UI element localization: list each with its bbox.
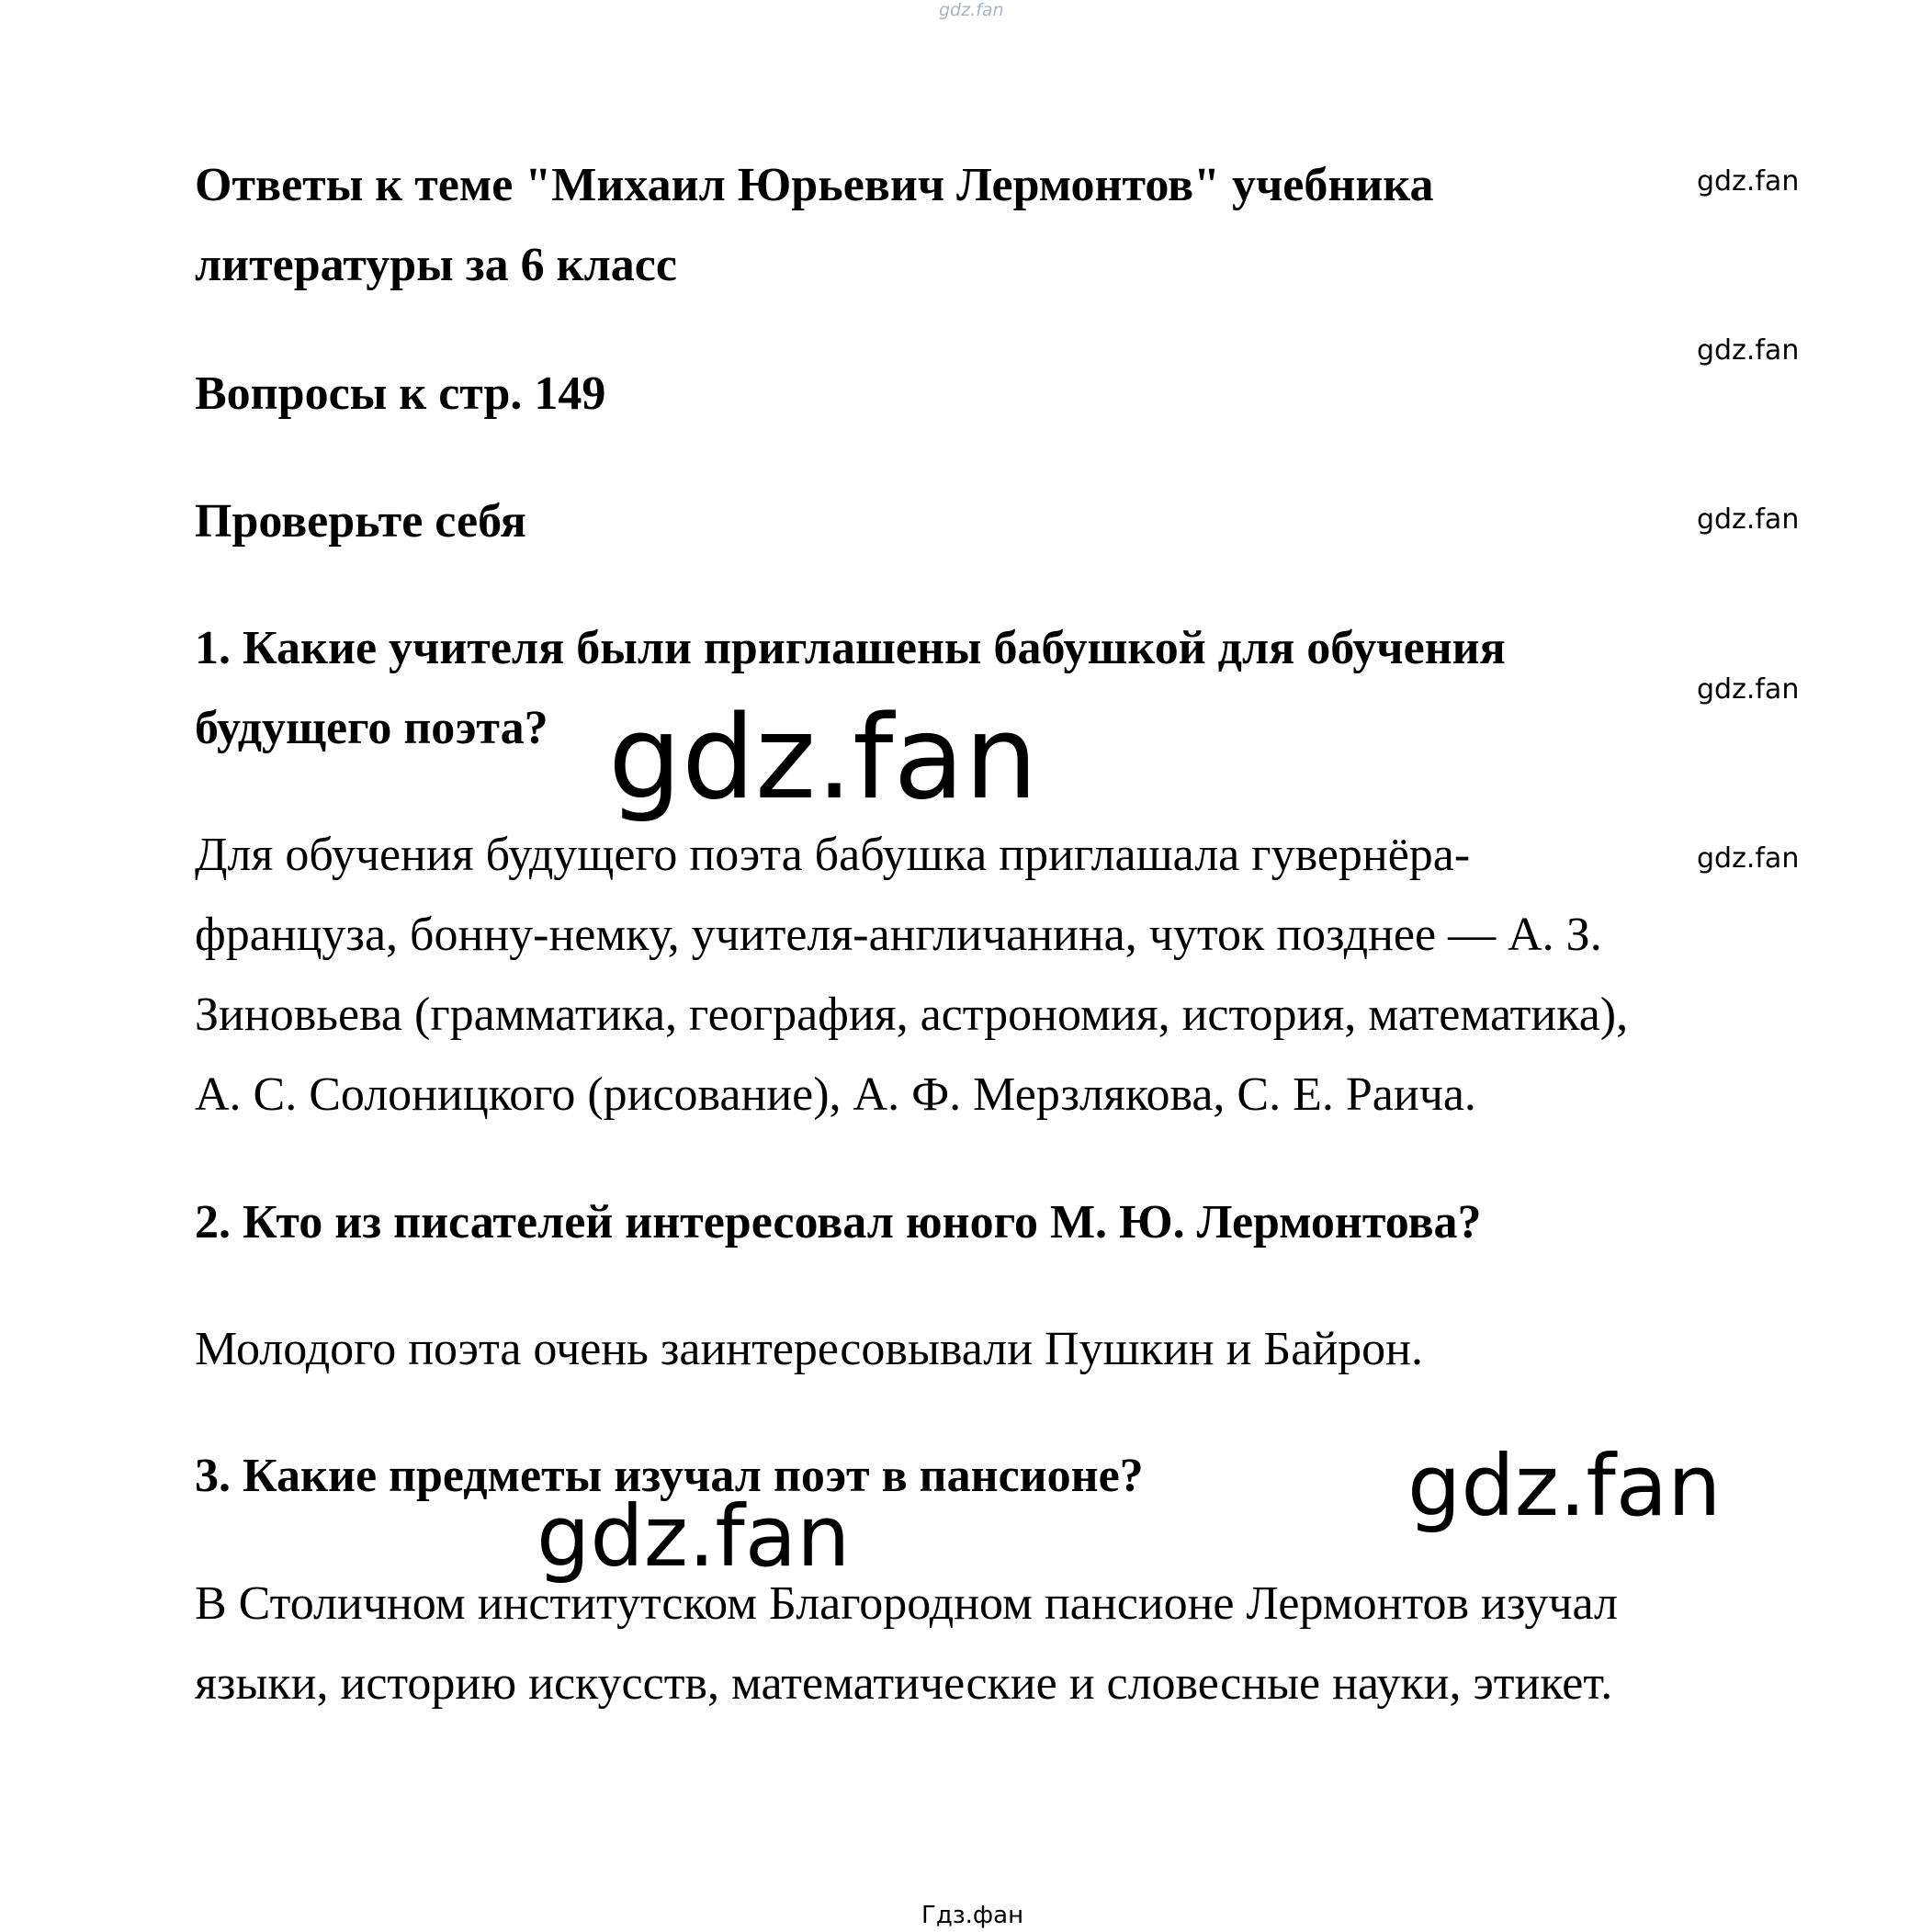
watermark-footer: Гдз.фан [921, 1902, 1024, 1929]
watermark-large-2: gdz.fan [1407, 1437, 1722, 1535]
document-title-line-2: литературы за 6 класс [195, 239, 677, 291]
answer-3-line-1: В Столичном институтском Благородном пансионе Лермонтов изучал [195, 1577, 1618, 1630]
watermark-large-3: gdz.fan [537, 1487, 851, 1586]
answer-3-line-2: языки, историю искусств, математические и словесные науки, этикет. [195, 1657, 1613, 1710]
subsection-heading: Проверьте себя [195, 495, 526, 548]
question-1-line-2: будущего поэта? [195, 702, 548, 754]
watermark-side-2: gdz.fan [1697, 334, 1800, 367]
question-1-line-1: 1. Какие учителя были приглашены бабушкой для обучения [195, 622, 1506, 674]
watermark-side-4: gdz.fan [1697, 673, 1800, 706]
section-heading: Вопросы к стр. 149 [195, 367, 606, 420]
watermark-side-3: gdz.fan [1697, 503, 1800, 536]
document-title-line-1: Ответы к теме "Михаил Юрьевич Лермонтов" учебника [195, 159, 1434, 211]
answer-2: Молодого поэта очень заинтересовывали Пушкин и Байрон. [195, 1323, 1423, 1375]
watermark-large-1: gdz.fan [608, 690, 1038, 825]
answer-1-line-1: Для обучения будущего поэта бабушка приглашала гувернёра- [195, 829, 1471, 881]
watermark-side-1: gdz.fan [1697, 165, 1800, 198]
question-2: 2. Кто из писателей интересовал юного М. Ю. Лермонтова? [195, 1196, 1482, 1248]
question-3: 3. Какие предметы изучал поэт в пансионе? [195, 1450, 1144, 1502]
answer-1-line-3: Зиновьева (грамматика, география, астрономия, история, математика), [195, 989, 1629, 1041]
answer-1-line-4: А. С. Солоницкого (рисование), А. Ф. Мерзлякова, С. Е. Раича. [195, 1068, 1476, 1121]
answer-1-line-2: француза, бонну-немку, учителя-англичанина, чуток позднее — А. З. [195, 909, 1602, 961]
watermark-side-5: gdz.fan [1697, 842, 1800, 875]
watermark-top: gdz.fan [939, 0, 1004, 20]
